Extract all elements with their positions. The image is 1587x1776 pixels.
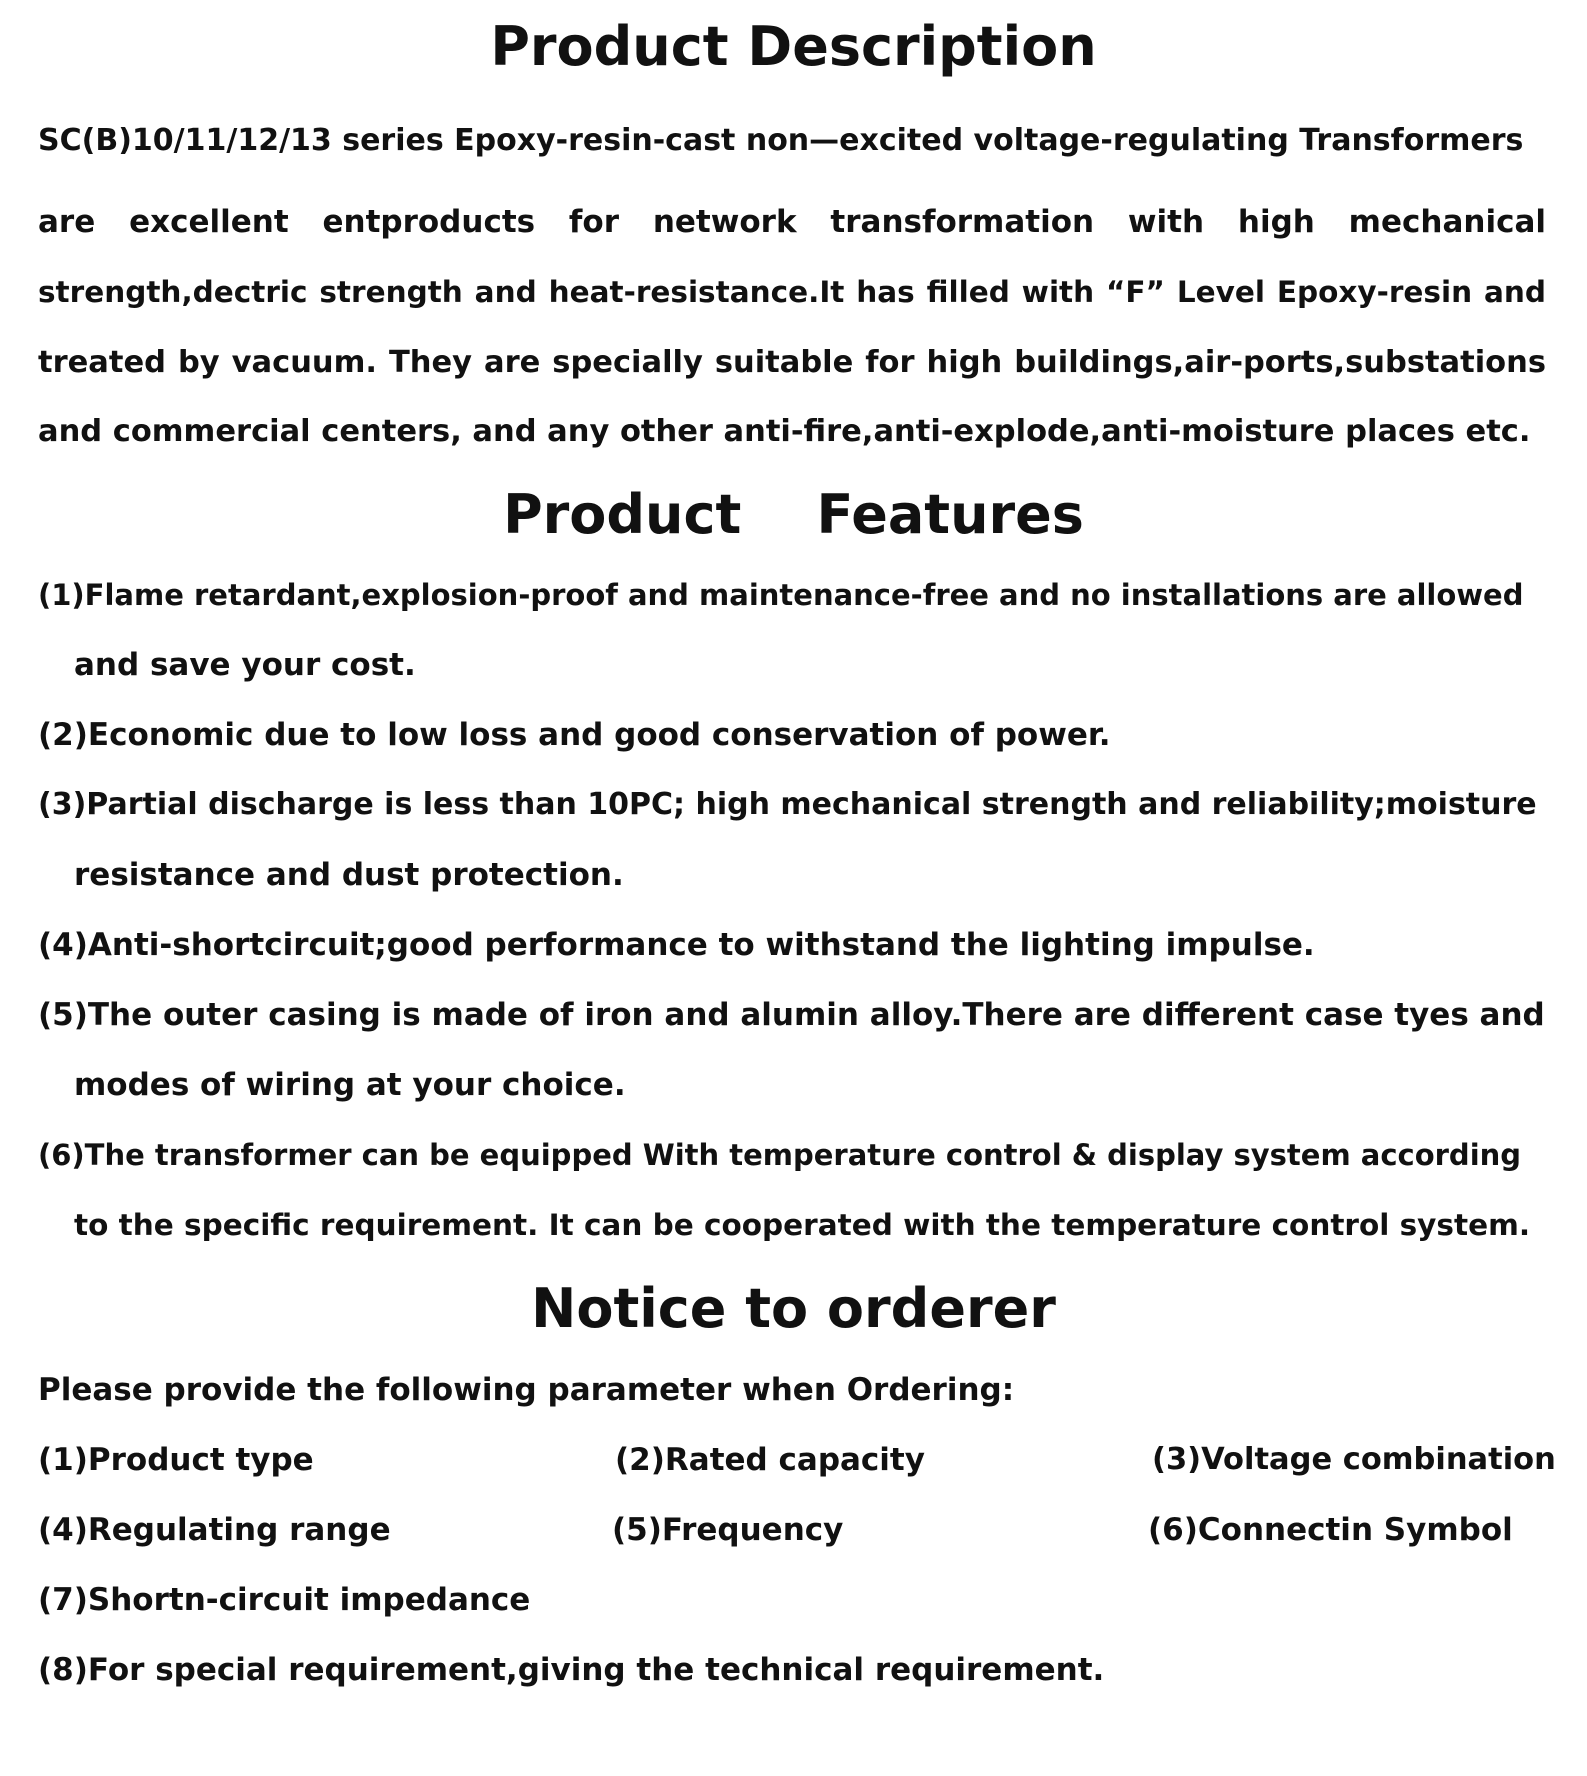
feature-item-5: (5)The outer casing is made of iron and alumin alloy.There are different case tyes and (38, 997, 1545, 1033)
product-features-heading: Product Features (503, 483, 1084, 546)
order-param-shortn-circuit-impedance: (7)Shortn-circuit impedance (38, 1582, 531, 1618)
description-line-2: are excellent entproducts for network transformation with high mechanical (38, 204, 1546, 240)
product-description-heading: Product Description (490, 15, 1097, 78)
description-line-5: and commercial centers, and any other anti-fire,anti-explode,anti-moisture places etc. (38, 414, 1531, 449)
feature-item-1-continued: and save your cost. (74, 647, 416, 683)
feature-item-6-continued: to the specific requirement. It can be cooperated with the temperature control system. (74, 1208, 1531, 1242)
notice-heading: Notice to orderer (531, 1277, 1056, 1340)
order-param-connectin-symbol: (6)Connectin Symbol (1148, 1512, 1513, 1548)
description-line-1: SC(B)10/11/12/13 series Epoxy-resin-cast non—excited voltage-regulating Transformers (38, 123, 1524, 158)
feature-item-2: (2)Economic due to low loss and good conservation of power. (38, 717, 1111, 753)
order-param-product-type: (1)Product type (38, 1442, 314, 1478)
description-line-3: strength,dectric strength and heat-resistance.It has filled with “F” Level Epoxy-resin and (38, 275, 1546, 309)
description-line-4: treated by vacuum. They are specially suitable for high buildings,air-ports,substations (38, 345, 1546, 380)
feature-item-1: (1)Flame retardant,explosion-proof and maintenance-free and no installations are allowed (38, 578, 1524, 612)
order-param-regulating-range: (4)Regulating range (38, 1512, 391, 1548)
feature-item-4: (4)Anti-shortcircuit;good performance to withstand the lighting impulse. (38, 927, 1315, 963)
feature-item-5-continued: modes of wiring at your choice. (74, 1067, 626, 1103)
notice-intro: Please provide the following parameter when Ordering: (38, 1372, 1015, 1408)
order-param-special-requirement: (8)For special requirement,giving the technical requirement. (38, 1652, 1105, 1688)
feature-item-3: (3)Partial discharge is less than 10PC; high mechanical strength and reliability;moisture (38, 787, 1537, 822)
feature-item-3-continued: resistance and dust protection. (74, 857, 624, 893)
order-param-rated-capacity: (2)Rated capacity (615, 1442, 925, 1478)
feature-item-6: (6)The transformer can be equipped With temperature control & display system according (38, 1138, 1522, 1172)
order-param-frequency: (5)Frequency (612, 1512, 844, 1548)
order-param-voltage-combination: (3)Voltage combination (1152, 1442, 1556, 1477)
